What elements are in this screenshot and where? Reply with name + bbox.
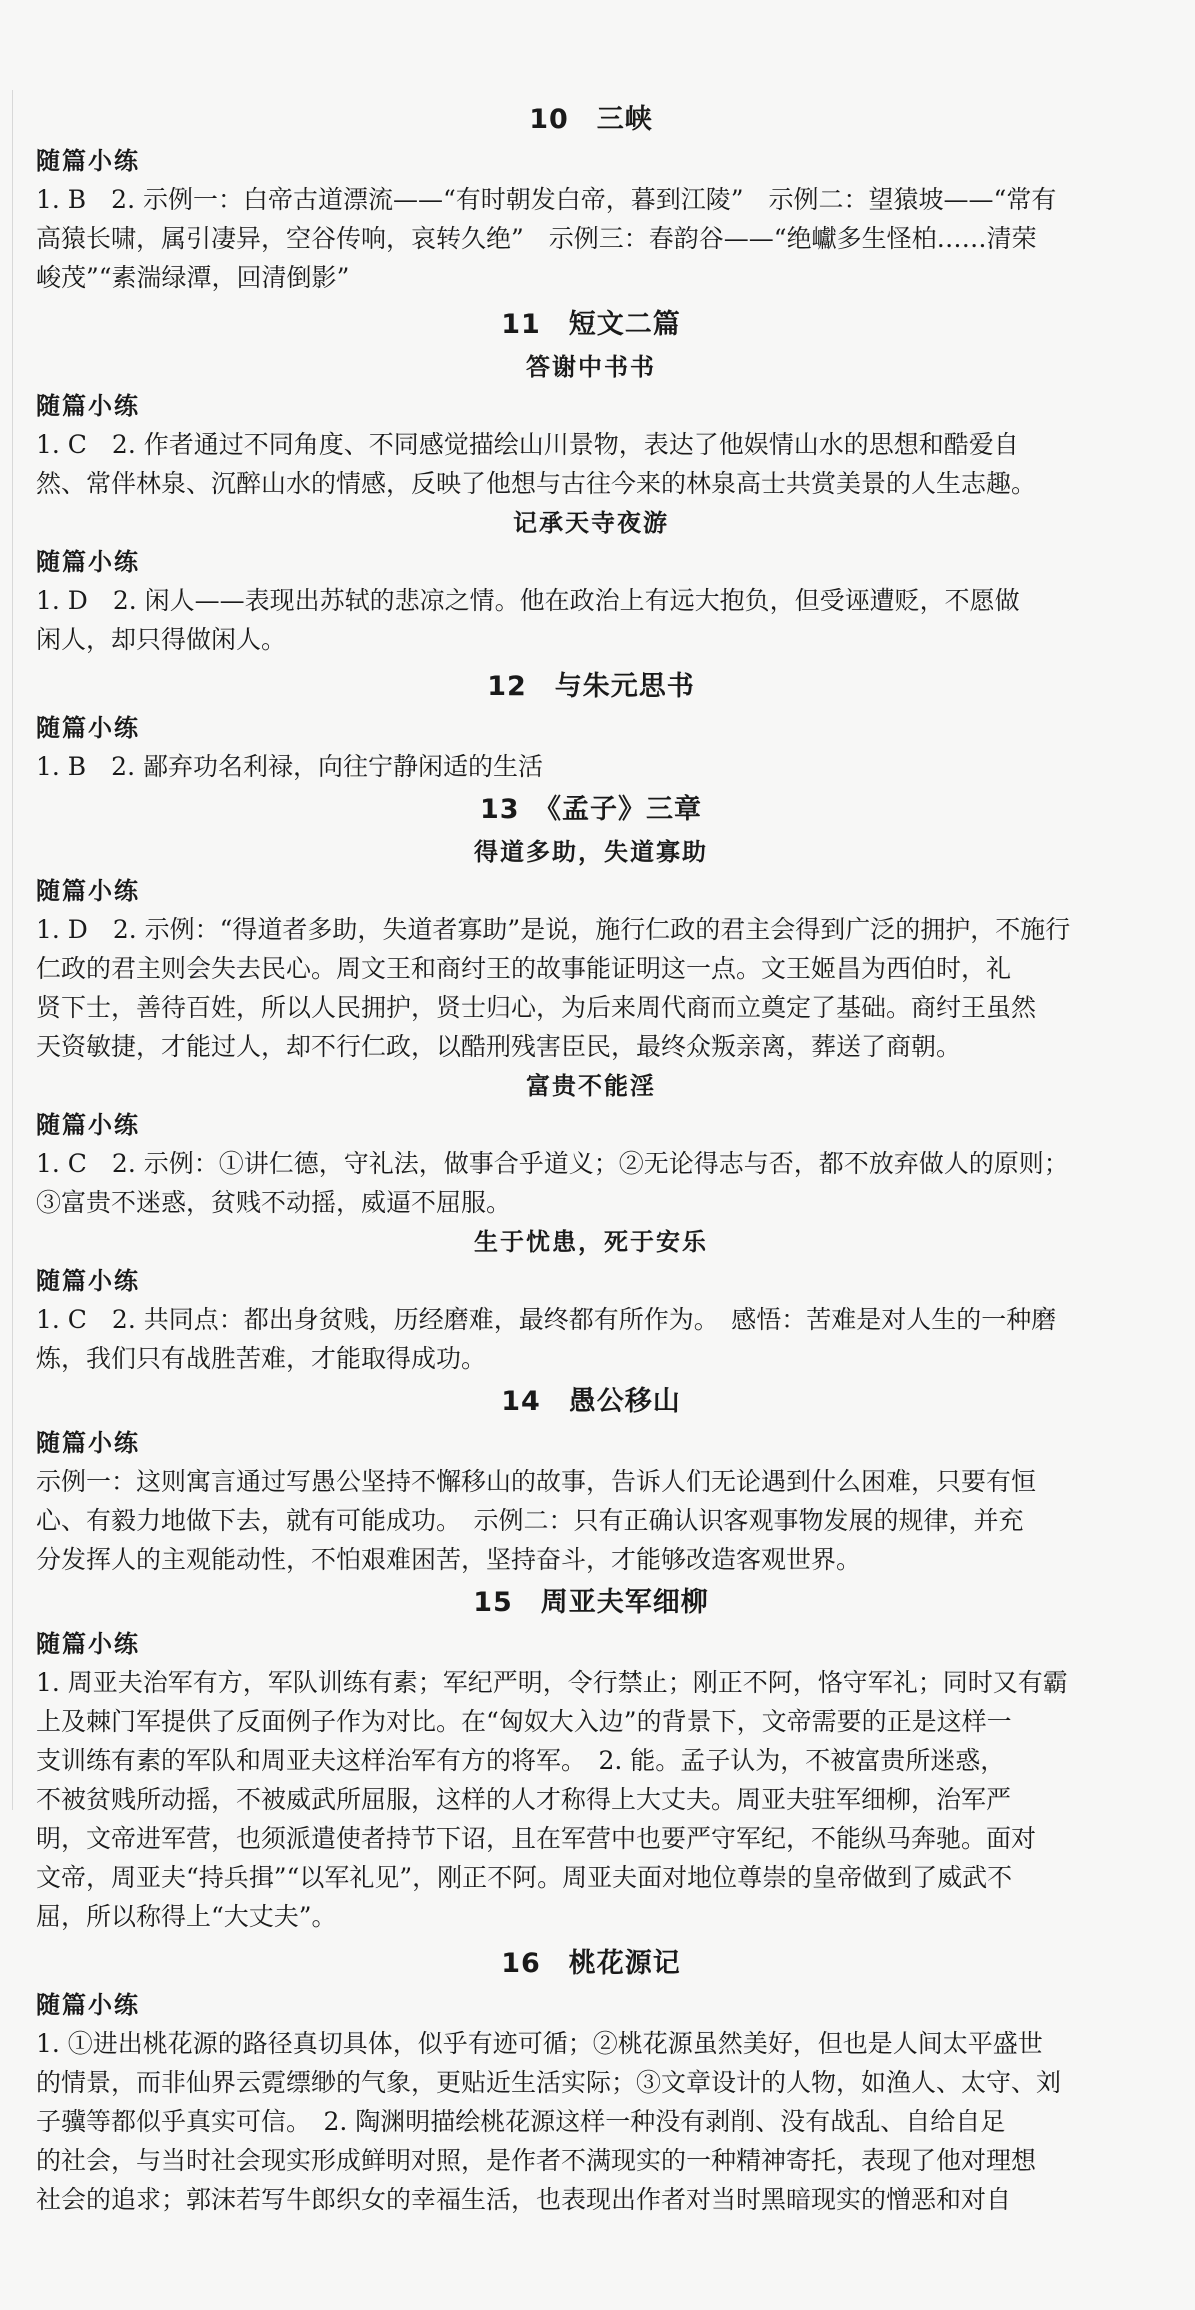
answer-line: 支训练有素的军队和周亚夫这样治军有方的将军。 2. 能。孟子认为，不被富贵所迷惑，: [36, 1746, 1006, 1775]
practice-label: 随篇小练: [36, 1111, 140, 1139]
answer-line: 不被贫贱所动摇，不被威武所屈服，这样的人才称得上大丈夫。周亚夫驻军细柳，治军严: [36, 1785, 1012, 1814]
section-title-15: 15 周亚夫军细柳: [473, 1587, 709, 1618]
practice-label: 随篇小练: [36, 548, 140, 576]
answer-line: 1. ①进出桃花源的路径真切具体，似乎有迹可循；②桃花源虽然美好，但也是人间太平盛世: [36, 2029, 1043, 2058]
answer-line: 的社会，与当时社会现实形成鲜明对照，是作者不满现实的一种精神寄托，表现了他对理想: [36, 2146, 1037, 2175]
practice-label: 随篇小练: [36, 877, 140, 905]
answer-line: 分发挥人的主观能动性，不怕艰难困苦，坚持奋斗，才能够改造客观世界。: [36, 1545, 862, 1574]
answer-line: 心、有毅力地做下去，就有可能成功。 示例二：只有正确认识客观事物发展的规律，并充: [36, 1506, 1024, 1535]
subsection-title: 得道多助，失道寡助: [474, 838, 708, 866]
answer-line: 1. B 2. 示例一：白帝古道漂流——“有时朝发白帝，暮到江陵” 示例二：望猿坡——“常有: [36, 185, 1057, 214]
answer-line: 1. C 2. 共同点：都出身贫贱，历经磨难，最终都有所作为。 感悟：苦难是对人生的一种磨: [36, 1305, 1057, 1334]
answer-line: 1. C 2. 示例：①讲仁德，守礼法，做事合乎道义；②无论得志与否，都不放弃做人的原则；: [36, 1149, 1069, 1178]
subsection-title: 记承天寺夜游: [513, 509, 669, 537]
section-title-11: 11 短文二篇: [501, 309, 681, 340]
subsection-title: 答谢中书书: [526, 353, 656, 381]
section-title-10: 10 三峡: [529, 104, 653, 135]
answer-line: 高猿长啸，属引凄异，空谷传响，哀转久绝” 示例三：春韵谷——“绝巘多生怪柏……清荣: [36, 224, 1037, 253]
answer-line: 炼，我们只有战胜苦难，才能取得成功。: [36, 1344, 487, 1373]
answer-line: 贤下士，善待百姓，所以人民拥护，贤士归心，为后来周代商而立奠定了基础。商纣王虽然: [36, 993, 1037, 1022]
answer-page: [36, 96, 1146, 2219]
section-title-14: 14 愚公移山: [501, 1386, 681, 1417]
answer-line: 1. D 2. 闲人——表现出苏轼的悲凉之情。他在政治上有远大抱负，但受诬遭贬，不愿做: [36, 586, 1020, 615]
answer-line: 子骥等都似乎真实可信。 2. 陶渊明描绘桃花源这样一种没有剥削、没有战乱、自给自足: [36, 2107, 1006, 2136]
answer-line: 屈，所以称得上“大丈夫”。: [36, 1902, 337, 1931]
section-title-16: 16 桃花源记: [501, 1948, 681, 1979]
answer-line: 峻茂”“素湍绿潭，回清倒影”: [36, 263, 350, 292]
practice-label: 随篇小练: [36, 1991, 140, 2019]
section-title-13: 13 《孟子》三章: [479, 794, 703, 825]
answer-line: 明，文帝进军营，也须派遣使者持节下诏，且在军营中也要严守军纪，不能纵马奔驰。面对: [36, 1824, 1037, 1853]
answer-line: 的情景，而非仙界云霓缥缈的气象，更贴近生活实际；③文章设计的人物，如渔人、太守、刘: [36, 2068, 1062, 2097]
answer-line: 上及棘门军提供了反面例子作为对比。在“匈奴大入边”的背景下，文帝需要的正是这样一: [36, 1707, 1012, 1736]
page-edge: [12, 90, 13, 1810]
answer-line: 文帝，周亚夫“持兵揖”“以军礼见”，刚正不阿。周亚夫面对地位尊崇的皇帝做到了威武不: [36, 1863, 1013, 1892]
practice-label: 随篇小练: [36, 147, 140, 175]
answer-line: 1. 周亚夫治军有方，军队训练有素；军纪严明，令行禁止；刚正不阿，恪守军礼；同时又有霸: [36, 1668, 1068, 1697]
answer-line: 1. D 2. 示例：“得道者多助，失道者寡助”是说，施行仁政的君主会得到广泛的拥护，不施行: [36, 915, 1071, 944]
answer-line: ③富贵不迷惑，贫贱不动摇，威逼不屈服。: [36, 1188, 512, 1217]
subsection-title: 富贵不能淫: [526, 1072, 656, 1100]
subsection-title: 生于忧患，死于安乐: [474, 1228, 708, 1256]
practice-label: 随篇小练: [36, 1630, 140, 1658]
answer-line: 1. C 2. 作者通过不同角度、不同感觉描绘山川景物，表达了他娱情山水的思想和酷爱自: [36, 430, 1019, 459]
answer-line: 仁政的君主则会失去民心。周文王和商纣王的故事能证明这一点。文王姬昌为西伯时，礼: [36, 954, 1012, 983]
answer-line: 天资敏捷，才能过人，却不行仁政，以酷刑残害臣民，最终众叛亲离，葬送了商朝。: [36, 1032, 962, 1061]
answer-line: 社会的追求；郭沫若写牛郎织女的幸福生活，也表现出作者对当时黑暗现实的憎恶和对自: [36, 2185, 1012, 2214]
practice-label: 随篇小练: [36, 714, 140, 742]
answer-line: 1. B 2. 鄙弃功名利禄，向往宁静闲适的生活: [36, 752, 543, 781]
answer-line: 然、常伴林泉、沉醉山水的情感，反映了他想与古往今来的林泉高士共赏美景的人生志趣。: [36, 469, 1037, 498]
practice-label: 随篇小练: [36, 1267, 140, 1295]
answer-line: 闲人，却只得做闲人。: [36, 625, 287, 654]
practice-label: 随篇小练: [36, 1429, 140, 1457]
answer-line: 示例一：这则寓言通过写愚公坚持不懈移山的故事，告诉人们无论遇到什么困难，只要有恒: [36, 1467, 1037, 1496]
section-title-12: 12 与朱元思书: [487, 671, 695, 702]
practice-label: 随篇小练: [36, 392, 140, 420]
